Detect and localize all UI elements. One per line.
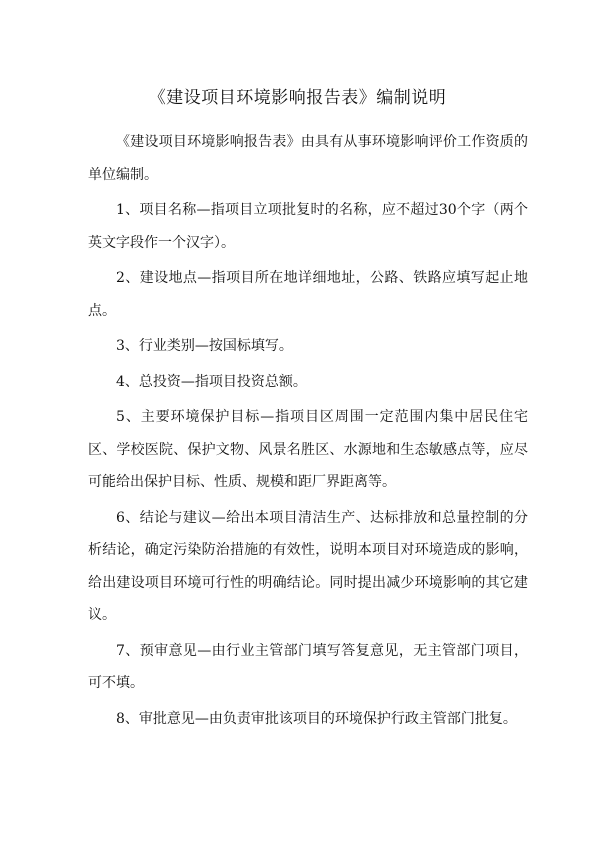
document-body (88, 126, 528, 738)
paragraph-item-2: 2、建设地点—指项目所在地详细地址，公路、铁路应填写起止地点。 (88, 270, 528, 319)
paragraph-intro: 《建设项目环境影响报告表》由具有从事环境影响评价工作资质的单位编制。 (88, 134, 528, 183)
paragraph-item-4: 4、总投资—指项目投资总额。 (116, 373, 307, 390)
paragraph-item-6: 6、结论与建议—给出本项目清洁生产、达标排放和总量控制的分析结论，确定污染防治措施的有效性，说明本项目对环境造成的影响，给出建设项目环境可行性的明确结论。同时提出减少环境影响的其它建议。 (88, 509, 528, 623)
paragraph-item-7: 7、预审意见—由行业主管部门填写答复意见，无主管部门项目，可不填。 (88, 642, 528, 691)
paragraph-item-8: 8、审批意见—由负责审批该项目的环境保护行政主管部门批复。 (116, 710, 517, 727)
paragraph-item-1: 1、项目名称—指项目立项批复时的名称，应不超过30个字（两个英文字段作一个汉字）。 (88, 202, 528, 251)
paragraph-item-5: 5、主要环境保护目标—指项目区周围一定范围内集中居民住宅区、学校医院、保护文物、风景名胜区、水源地和生态敏感点等，应尽可能给出保护目标、性质、规模和距厂界距离等。 (88, 409, 528, 490)
paragraph-item-3: 3、行业类别—按国标填写。 (116, 338, 293, 354)
document-title: 《建设项目环境影响报告表》编制说明 (148, 88, 447, 108)
